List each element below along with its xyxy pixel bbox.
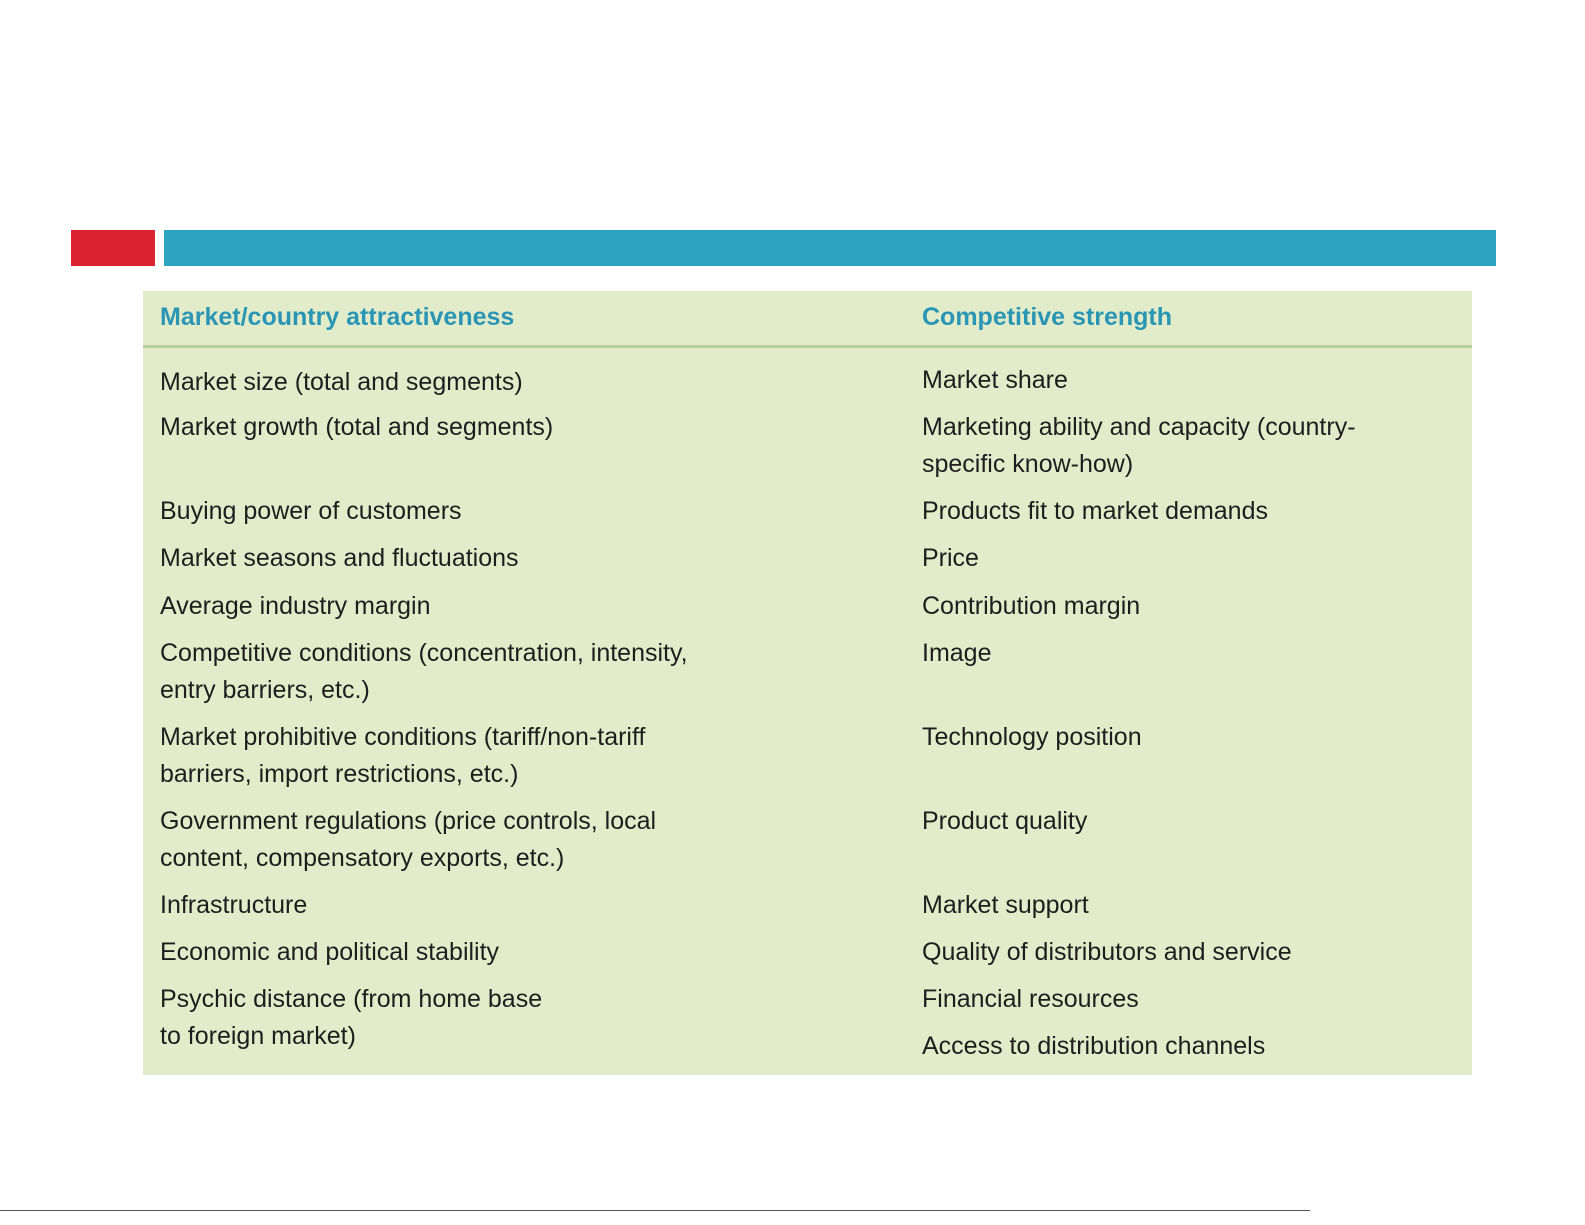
header-divider: [143, 345, 1472, 348]
left-item-1: Market size (total and segments): [160, 368, 523, 396]
left-item-5: Average industry margin: [160, 592, 431, 620]
right-item-2: Marketing ability and capacity (country- specific know-how): [922, 413, 1356, 478]
left-item-4: Market seasons and fluctuations: [160, 544, 519, 572]
right-item-9: Market support: [922, 891, 1089, 919]
right-item-4: Price: [922, 544, 979, 572]
right-item-3: Products fit to market demands: [922, 497, 1268, 525]
accent-bar-blue: [164, 230, 1496, 266]
left-item-8: Government regulations (price controls, local content, compensatory exports, etc.): [160, 807, 657, 872]
left-item-7: Market prohibitive conditions (tariff/non-tariff barriers, import restrictions, etc.): [160, 723, 646, 788]
left-item-3: Buying power of customers: [160, 497, 462, 525]
column-header-attractiveness: Market/country attractiveness: [160, 303, 515, 331]
accent-bar-red: [71, 230, 155, 266]
right-item-10: Quality of distributors and service: [922, 938, 1292, 966]
column-header-competitive-strength: Competitive strength: [922, 303, 1173, 331]
right-item-11: Financial resources: [922, 985, 1139, 1013]
left-item-6: Competitive conditions (concentration, intensity, entry barriers, etc.): [160, 639, 688, 704]
left-item-2: Market growth (total and segments): [160, 413, 554, 441]
footer-divider: [0, 1210, 1310, 1211]
right-item-7: Technology position: [922, 723, 1142, 751]
left-item-9: Infrastructure: [160, 891, 308, 919]
right-item-5: Contribution margin: [922, 592, 1141, 620]
left-item-10: Economic and political stability: [160, 938, 500, 966]
left-item-11: Psychic distance (from home base to foreign market): [160, 985, 543, 1050]
right-item-6: Image: [922, 639, 992, 667]
right-item-1: Market share: [922, 366, 1068, 394]
right-item-12: Access to distribution channels: [922, 1032, 1266, 1060]
right-item-8: Product quality: [922, 807, 1088, 835]
